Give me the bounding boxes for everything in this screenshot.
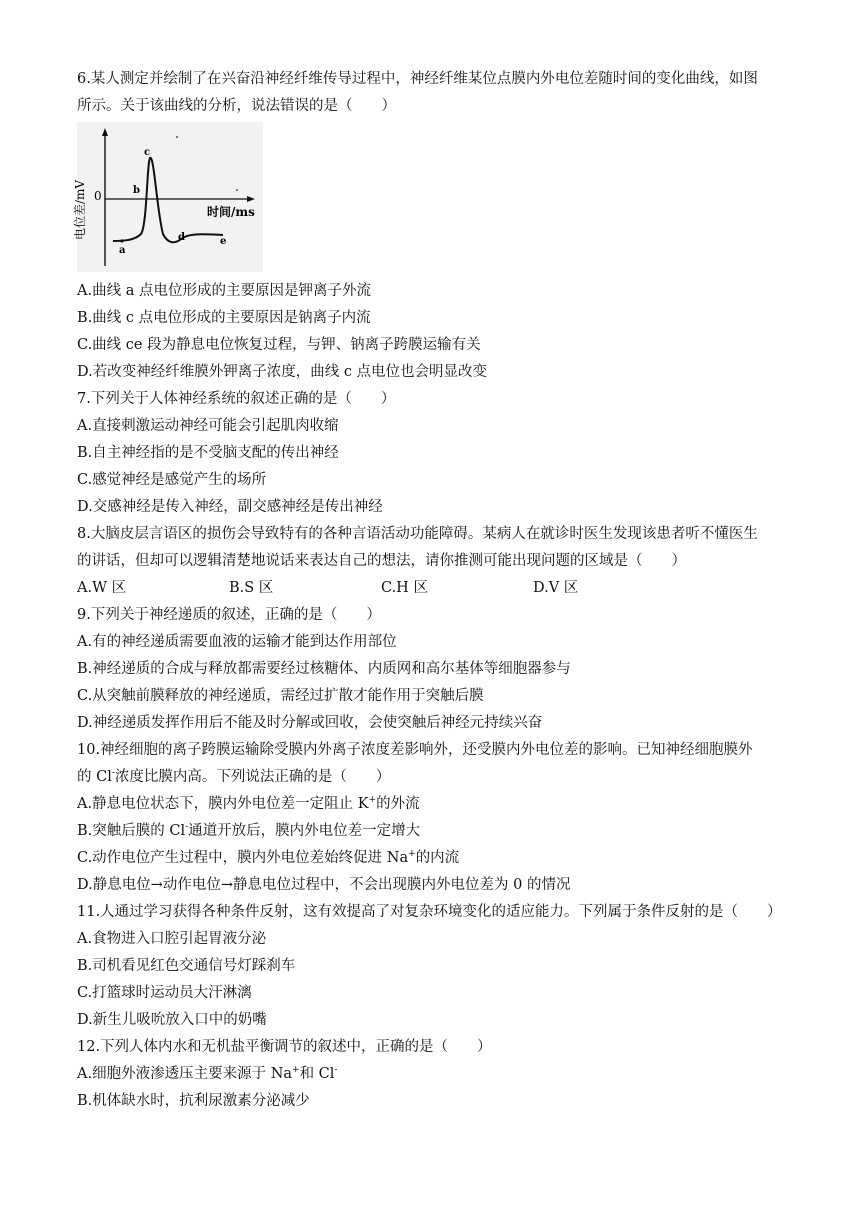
q10-option-b-part1: B.突触后膜的 Cl <box>77 823 186 839</box>
q11-option-a: A.食物进入口腔引起胃液分泌 <box>77 931 267 947</box>
q10-option-d: D.静息电位→动作电位→静息电位过程中，不会出现膜内外电位差为 0 的情况 <box>77 877 571 893</box>
q6-option-a: A.曲线 a 点电位形成的主要原因是钾离子外流 <box>77 283 371 299</box>
q10-option-c <box>77 848 459 868</box>
q8-option-c: C.H 区 <box>381 580 428 596</box>
q10-option-a-part2: 的外流 <box>376 796 420 812</box>
q10-option-b-sup: - <box>185 822 189 832</box>
q6-option-d: D.若改变神经纤维膜外钾离子浓度，曲线 c 点电位也会明显改变 <box>77 364 488 380</box>
q12-option-a-sup2: - <box>334 1065 338 1075</box>
q8-stem-line2: 的讲话，但却可以逻辑清楚地说话来表达自己的想法，请你推测可能出现问题的区域是（ ） <box>77 553 686 569</box>
graph-point-e-label: e <box>220 236 227 247</box>
q10-stem-line2-part1: 的 Cl <box>77 769 112 785</box>
q7-option-d: D.交感神经是传入神经，副交感神经是传出神经 <box>77 499 383 515</box>
q11-stem: 11.人通过学习获得各种条件反射，这有效提高了对复杂环境变化的适应能力。下列属于条件反射的是（ ） <box>77 904 782 920</box>
q9-option-c: C.从突触前膜释放的神经递质，需经过扩散才能作用于突触后膜 <box>77 688 484 704</box>
graph-zero-label: 0 <box>94 189 102 203</box>
q7-stem: 7.下列关于人体神经系统的叙述正确的是（ ） <box>77 391 396 407</box>
q12-option-a-part2: 和 Cl <box>299 1066 335 1082</box>
q10-option-a-part1: A.静息电位状态下，膜内外电位差一定阻止 K <box>77 796 369 812</box>
q9-option-d: D.神经递质发挥作用后不能及时分解或回收，会使突触后神经元持续兴奋 <box>77 715 543 731</box>
q8-option-b: B.S 区 <box>229 580 274 596</box>
q10-stem-line1: 10.神经细胞的离子跨膜运输除受膜内外离子浓度差影响外，还受膜内外电位差的影响。已知神经细胞膜外 <box>77 742 753 758</box>
q7-option-a: A.直接刺激运动神经可能会引起肌肉收缩 <box>77 418 339 434</box>
graph-point-c-label: c <box>144 147 151 158</box>
q10-option-a-sup: + <box>368 795 377 805</box>
q6-stem-line1: 6.某人测定并绘制了在兴奋沿神经纤维传导过程中，神经纤维某位点膜内外电位差随时间的变化曲线，如图 <box>77 71 758 87</box>
q10-stem-line2-part2: 浓度比膜内高。下列说法正确的是（ ） <box>114 769 391 785</box>
q10-stem-line2 <box>77 767 390 787</box>
q11-option-b: B.司机看见红色交通信号灯踩刹车 <box>77 958 296 974</box>
q6-potential-graph <box>73 122 263 272</box>
q10-option-b <box>77 821 420 841</box>
graph-ylabel: 电位差/mV <box>73 179 87 240</box>
graph-speck <box>236 189 238 191</box>
q11-option-c: C.打篮球时运动员大汗淋漓 <box>77 985 252 1001</box>
q9-stem: 9.下列关于神经递质的叙述，正确的是（ ） <box>77 607 381 623</box>
q12-option-a <box>77 1064 337 1084</box>
graph-point-a-label: a <box>119 245 126 256</box>
q10-option-b-part2: 通道开放后，膜内外电位差一定增大 <box>188 823 421 839</box>
q10-option-c-part2: 的内流 <box>415 850 460 866</box>
q10-option-c-sup: + <box>408 849 416 859</box>
q9-option-a: A.有的神经递质需要血液的运输才能到达作用部位 <box>77 634 397 650</box>
q9-option-b: B.神经递质的合成与释放都需要经过核糖体、内质网和高尔基体等细胞器参与 <box>77 661 571 677</box>
q8-option-d: D.V 区 <box>533 580 579 596</box>
q6-stem-line2: 所示。关于该曲线的分析，说法错误的是（ ） <box>77 98 396 114</box>
q10-stem-line2-sup: - <box>111 768 115 778</box>
graph-speck <box>176 136 178 138</box>
q8-stem-line1: 8.大脑皮层言语区的损伤会导致特有的各种言语活动功能障碍。某病人在就诊时医生发现该患者听不懂医生 <box>77 526 758 542</box>
q10-option-a <box>77 794 420 814</box>
q6-option-b: B.曲线 c 点电位形成的主要原因是钠离子内流 <box>77 310 371 326</box>
q8-option-a: A.W 区 <box>77 580 127 596</box>
q12-option-a-part1: A.细胞外液渗透压主要来源于 Na <box>77 1066 293 1082</box>
q12-option-a-sup1: + <box>292 1065 300 1075</box>
q11-option-d: D.新生儿吸吮放入口中的奶嘴 <box>77 1012 267 1028</box>
q6-option-c: C.曲线 ce 段为静息电位恢复过程，与钾、钠离子跨膜运输有关 <box>77 337 481 353</box>
graph-point-d-label: d <box>178 232 185 243</box>
q7-option-b: B.自主神经指的是不受脑支配的传出神经 <box>77 445 339 461</box>
graph-point-a-mark <box>120 239 123 242</box>
graph-xlabel: 时间/ms <box>207 205 255 219</box>
q12-stem: 12.下列人体内水和无机盐平衡调节的叙述中，正确的是（ ） <box>77 1039 492 1055</box>
graph-point-b-label: b <box>133 185 140 196</box>
q12-option-b: B.机体缺水时，抗利尿激素分泌减少 <box>77 1093 310 1109</box>
q10-option-c-part1: C.动作电位产生过程中，膜内外电位差始终促进 Na <box>77 850 409 866</box>
q6-graph-svg <box>73 122 263 272</box>
q7-option-c: C.感觉神经是感觉产生的场所 <box>77 472 267 488</box>
